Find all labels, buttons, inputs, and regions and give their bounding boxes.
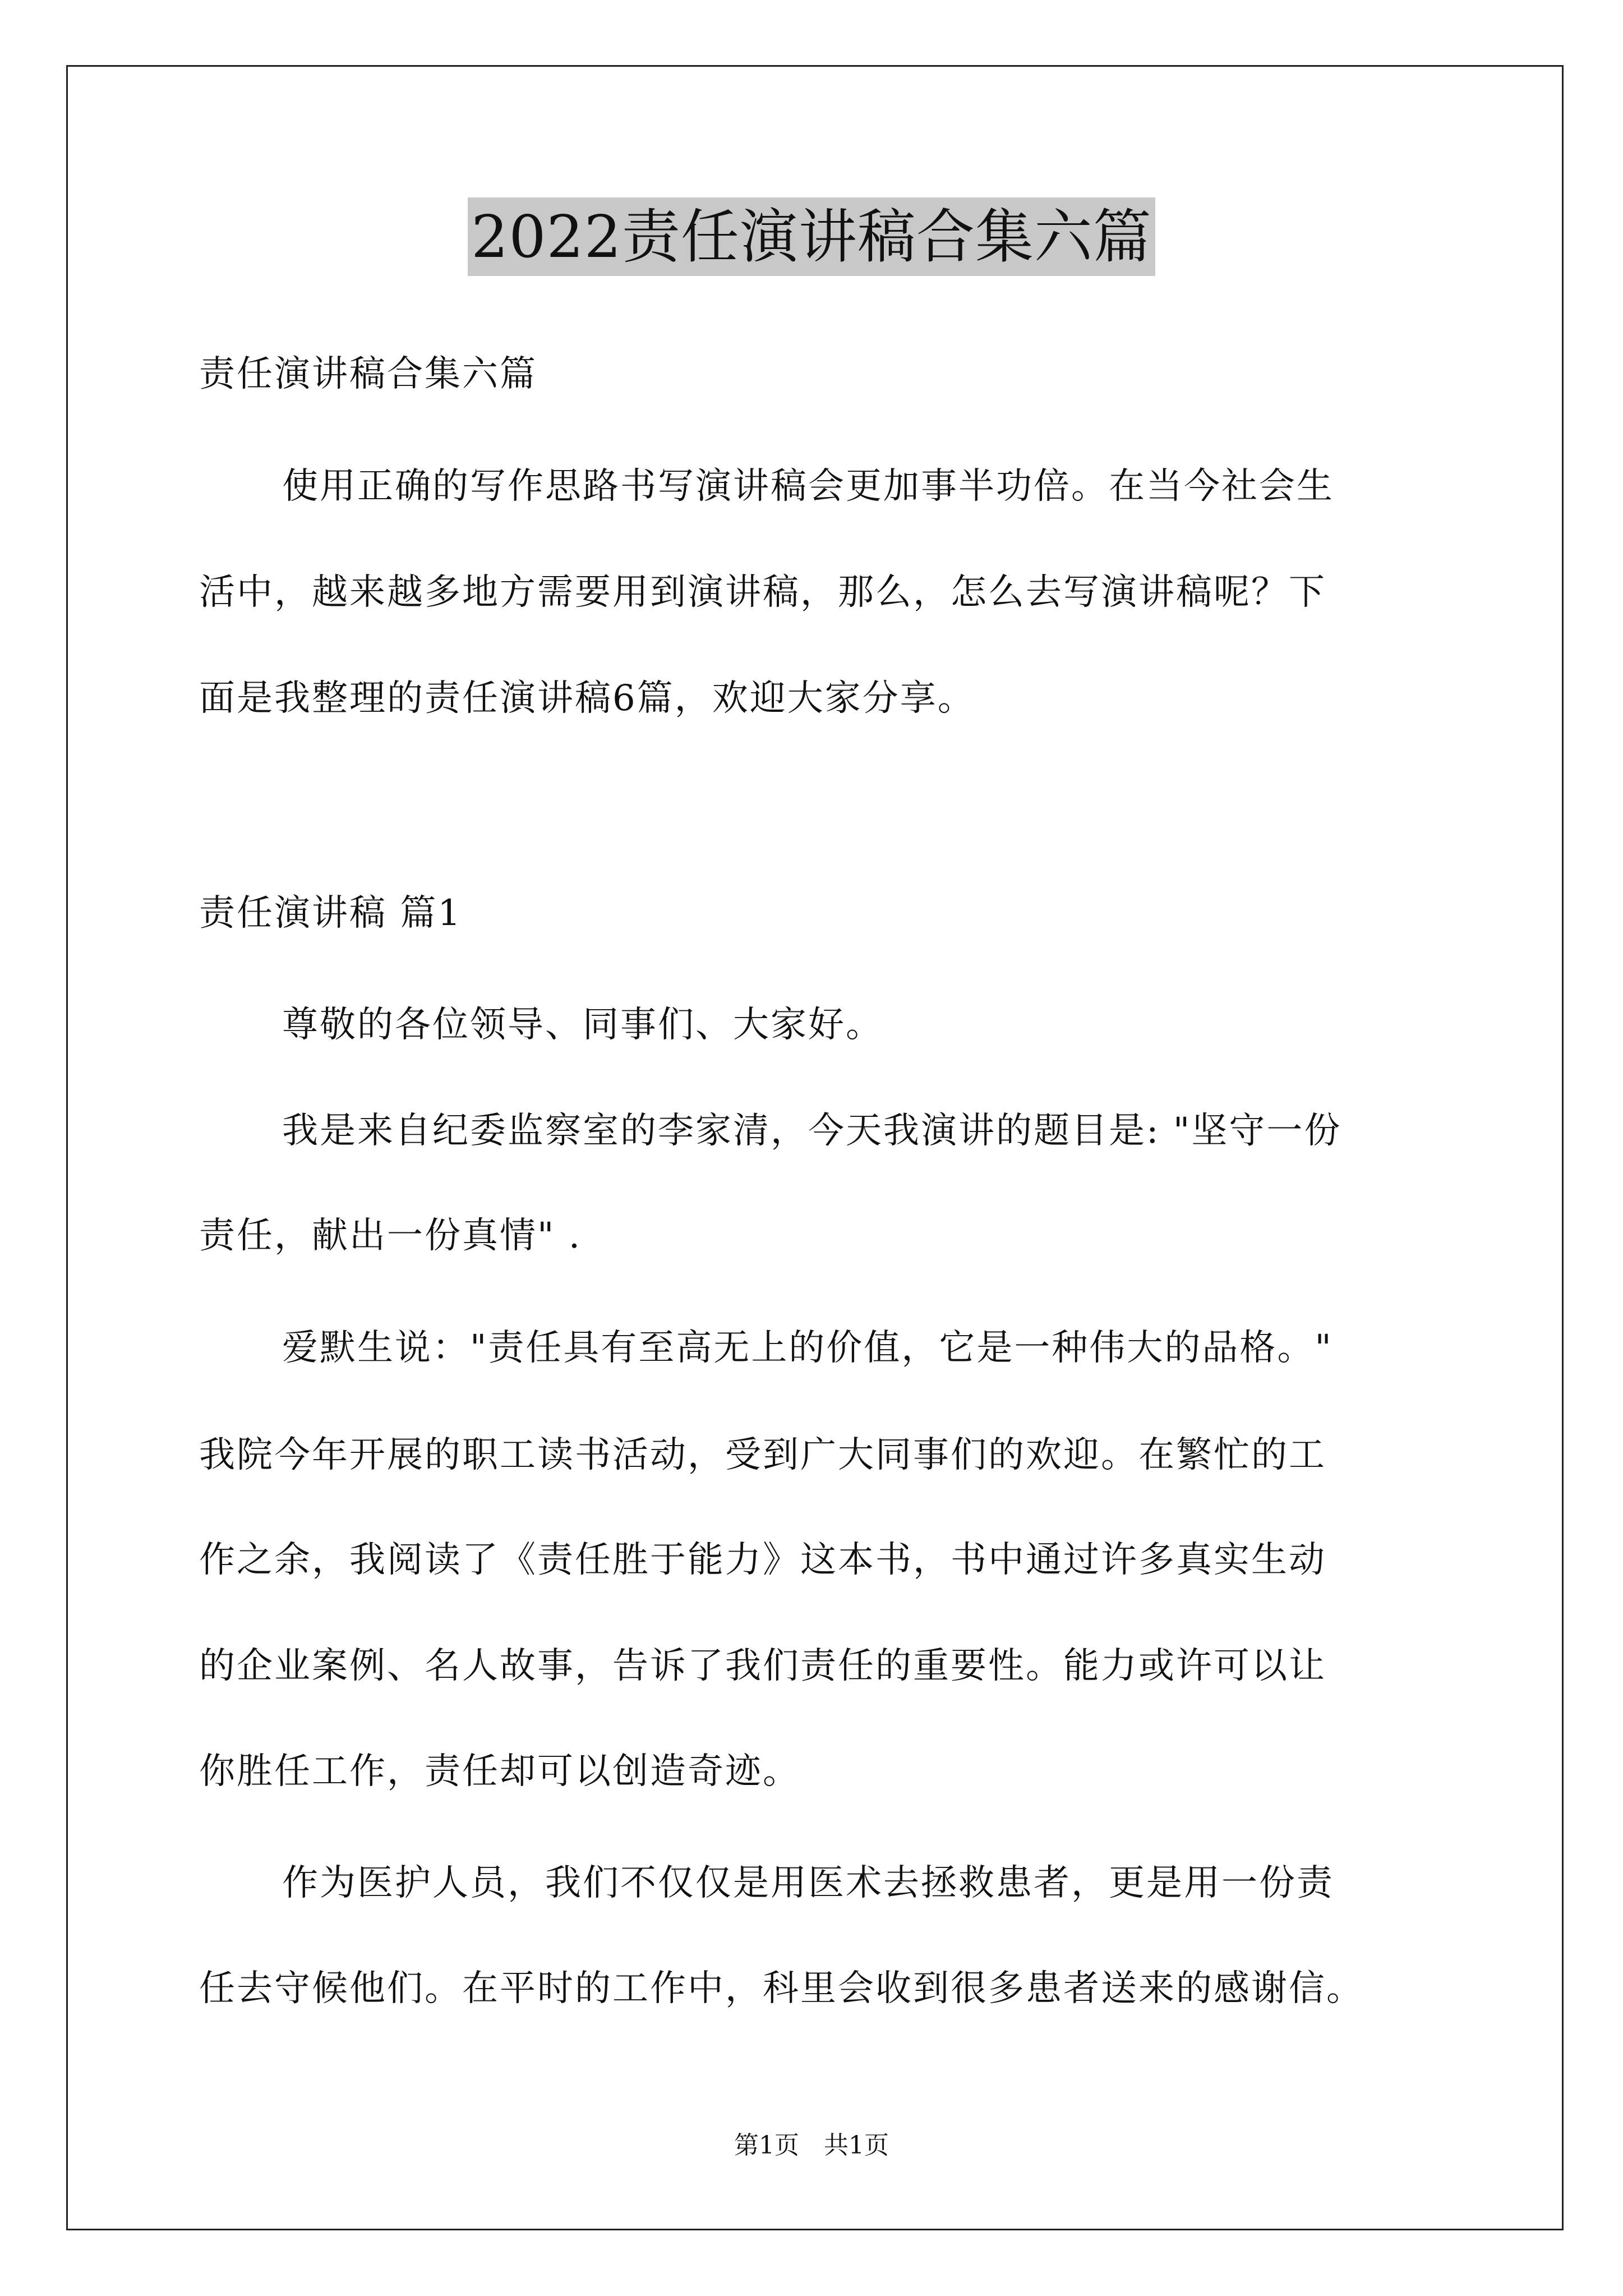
body-line: 责任，献出一份真情" .: [199, 1215, 582, 1257]
body-line: 尊敬的各位领导、同事们、大家好。: [282, 1004, 883, 1046]
intro-line: 使用正确的写作思路书写演讲稿会更加事半功倍。在当今社会生: [282, 466, 1334, 507]
body-line: 我院今年开展的职工读书活动，受到广大同事们的欢迎。在繁忙的工: [199, 1434, 1326, 1476]
body-line: 作为医护人员，我们不仅仅是用医术去拯救患者，更是用一份责: [282, 1862, 1334, 1904]
subtitle: 责任演讲稿合集六篇: [199, 353, 537, 395]
body-line: 任去守候他们。在平时的工作中，科里会收到很多患者送来的感谢信。: [199, 1968, 1364, 2009]
body-line: 作之余，我阅读了《责任胜于能力》这本书，书中通过许多真实生动: [199, 1539, 1326, 1581]
intro-line: 面是我整理的责任演讲稿6篇，欢迎大家分享。: [199, 678, 975, 719]
body-line: 的企业案例、名人故事，告诉了我们责任的重要性。能力或许可以让: [199, 1645, 1326, 1687]
body-line: 你胜任工作，责任却可以创造奇迹。: [199, 1751, 800, 1792]
page-footer: 第1页 共1页: [734, 2131, 889, 2160]
title-block: [0, 197, 1623, 276]
body-line: 爱默生说："责任具有至高无上的价值，它是一种伟大的品格。": [282, 1327, 1333, 1369]
intro-line: 活中，越来越多地方需要用到演讲稿，那么，怎么去写演讲稿呢？下: [199, 572, 1326, 613]
document-title: 2022责任演讲稿合集六篇: [468, 197, 1155, 276]
section-heading: 责任演讲稿 篇1: [199, 892, 463, 934]
body-line: 我是来自纪委监察室的李家清，今天我演讲的题目是: "坚守一份: [282, 1110, 1342, 1152]
